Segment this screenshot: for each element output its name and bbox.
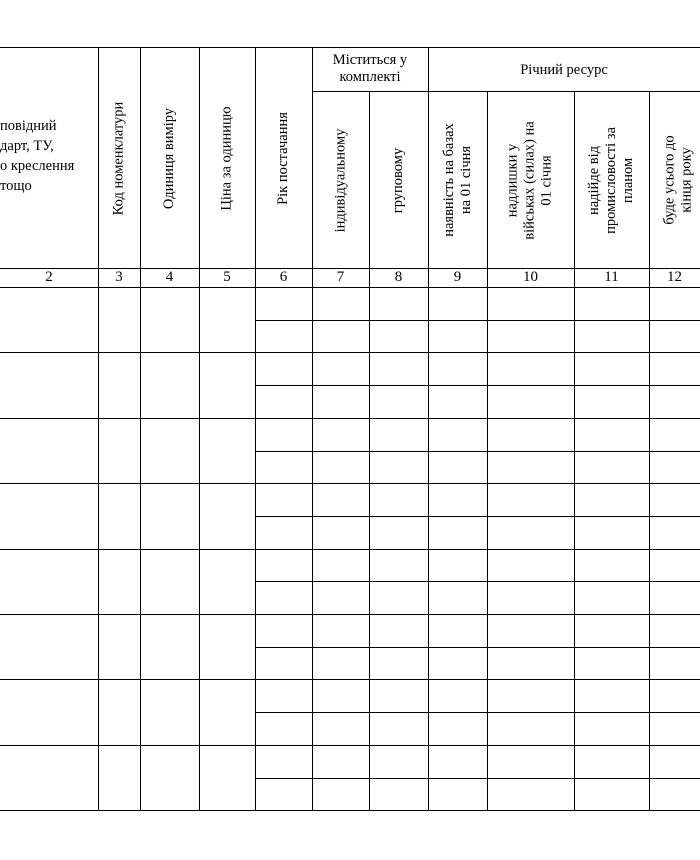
header-code-text: Код номенклатури [110,101,127,215]
header-industry-text: надійде від промисловості за планом [586,126,637,234]
header-industry [574,92,649,268]
column-number-7: 7 [336,269,345,285]
header-surplus-text: надлишки у військах (силах) на 01 січня [505,120,556,240]
row-group-line [0,352,700,353]
header-unit-text: Одиниця виміру [161,107,177,209]
row-group-line [0,810,700,811]
column-number-2: 2 [45,269,53,285]
header-price-text: Ціна за одиницю [218,105,235,211]
header-year-text: Рік постачання [275,111,292,205]
header-surplus [487,92,574,268]
column-number-12: 12 [667,269,682,285]
row-group-line [0,614,700,615]
header-group [369,92,428,268]
row-split-line [255,712,700,713]
header-code [98,48,140,268]
column-number-3: 3 [115,269,123,285]
header-unit [140,48,199,268]
header-bases [428,92,487,268]
row-group-line [0,549,700,550]
numbers-row-bottom-line [0,287,700,288]
row-split-line [255,320,700,321]
row-group-line [0,418,700,419]
header-bases-text: наявність на базах на 01 січня [440,123,474,237]
header-group-text: груповому [390,147,407,213]
column-number-11: 11 [604,269,619,285]
column-number-9: 9 [453,269,462,285]
column-number-4: 4 [165,269,174,285]
header-individual-text: індивідуальному [332,128,348,232]
col2-header-text: повідний дарт, ТУ, о креслення тощо [0,118,75,194]
header-total [649,92,700,268]
header-contains-group: Міститься у комплекті [332,52,408,85]
row-group-line [0,679,700,680]
row-split-line [255,516,700,517]
header-price [199,48,255,268]
header-annual-resource: Річний ресурс [520,62,608,78]
row-split-line [255,647,700,648]
column-number-8: 8 [394,269,403,285]
header-individual [312,92,369,268]
row-group-line [0,483,700,484]
column-number-6: 6 [279,269,288,285]
row-split-line [255,778,700,779]
row-split-line [255,581,700,582]
row-split-line [255,385,700,386]
row-group-line [0,745,700,746]
header-total-text: буде усього до кінця року [662,135,695,225]
header-year [255,48,312,268]
row-split-line [255,451,700,452]
column-number-5: 5 [223,269,231,285]
column-number-10: 10 [523,269,538,285]
